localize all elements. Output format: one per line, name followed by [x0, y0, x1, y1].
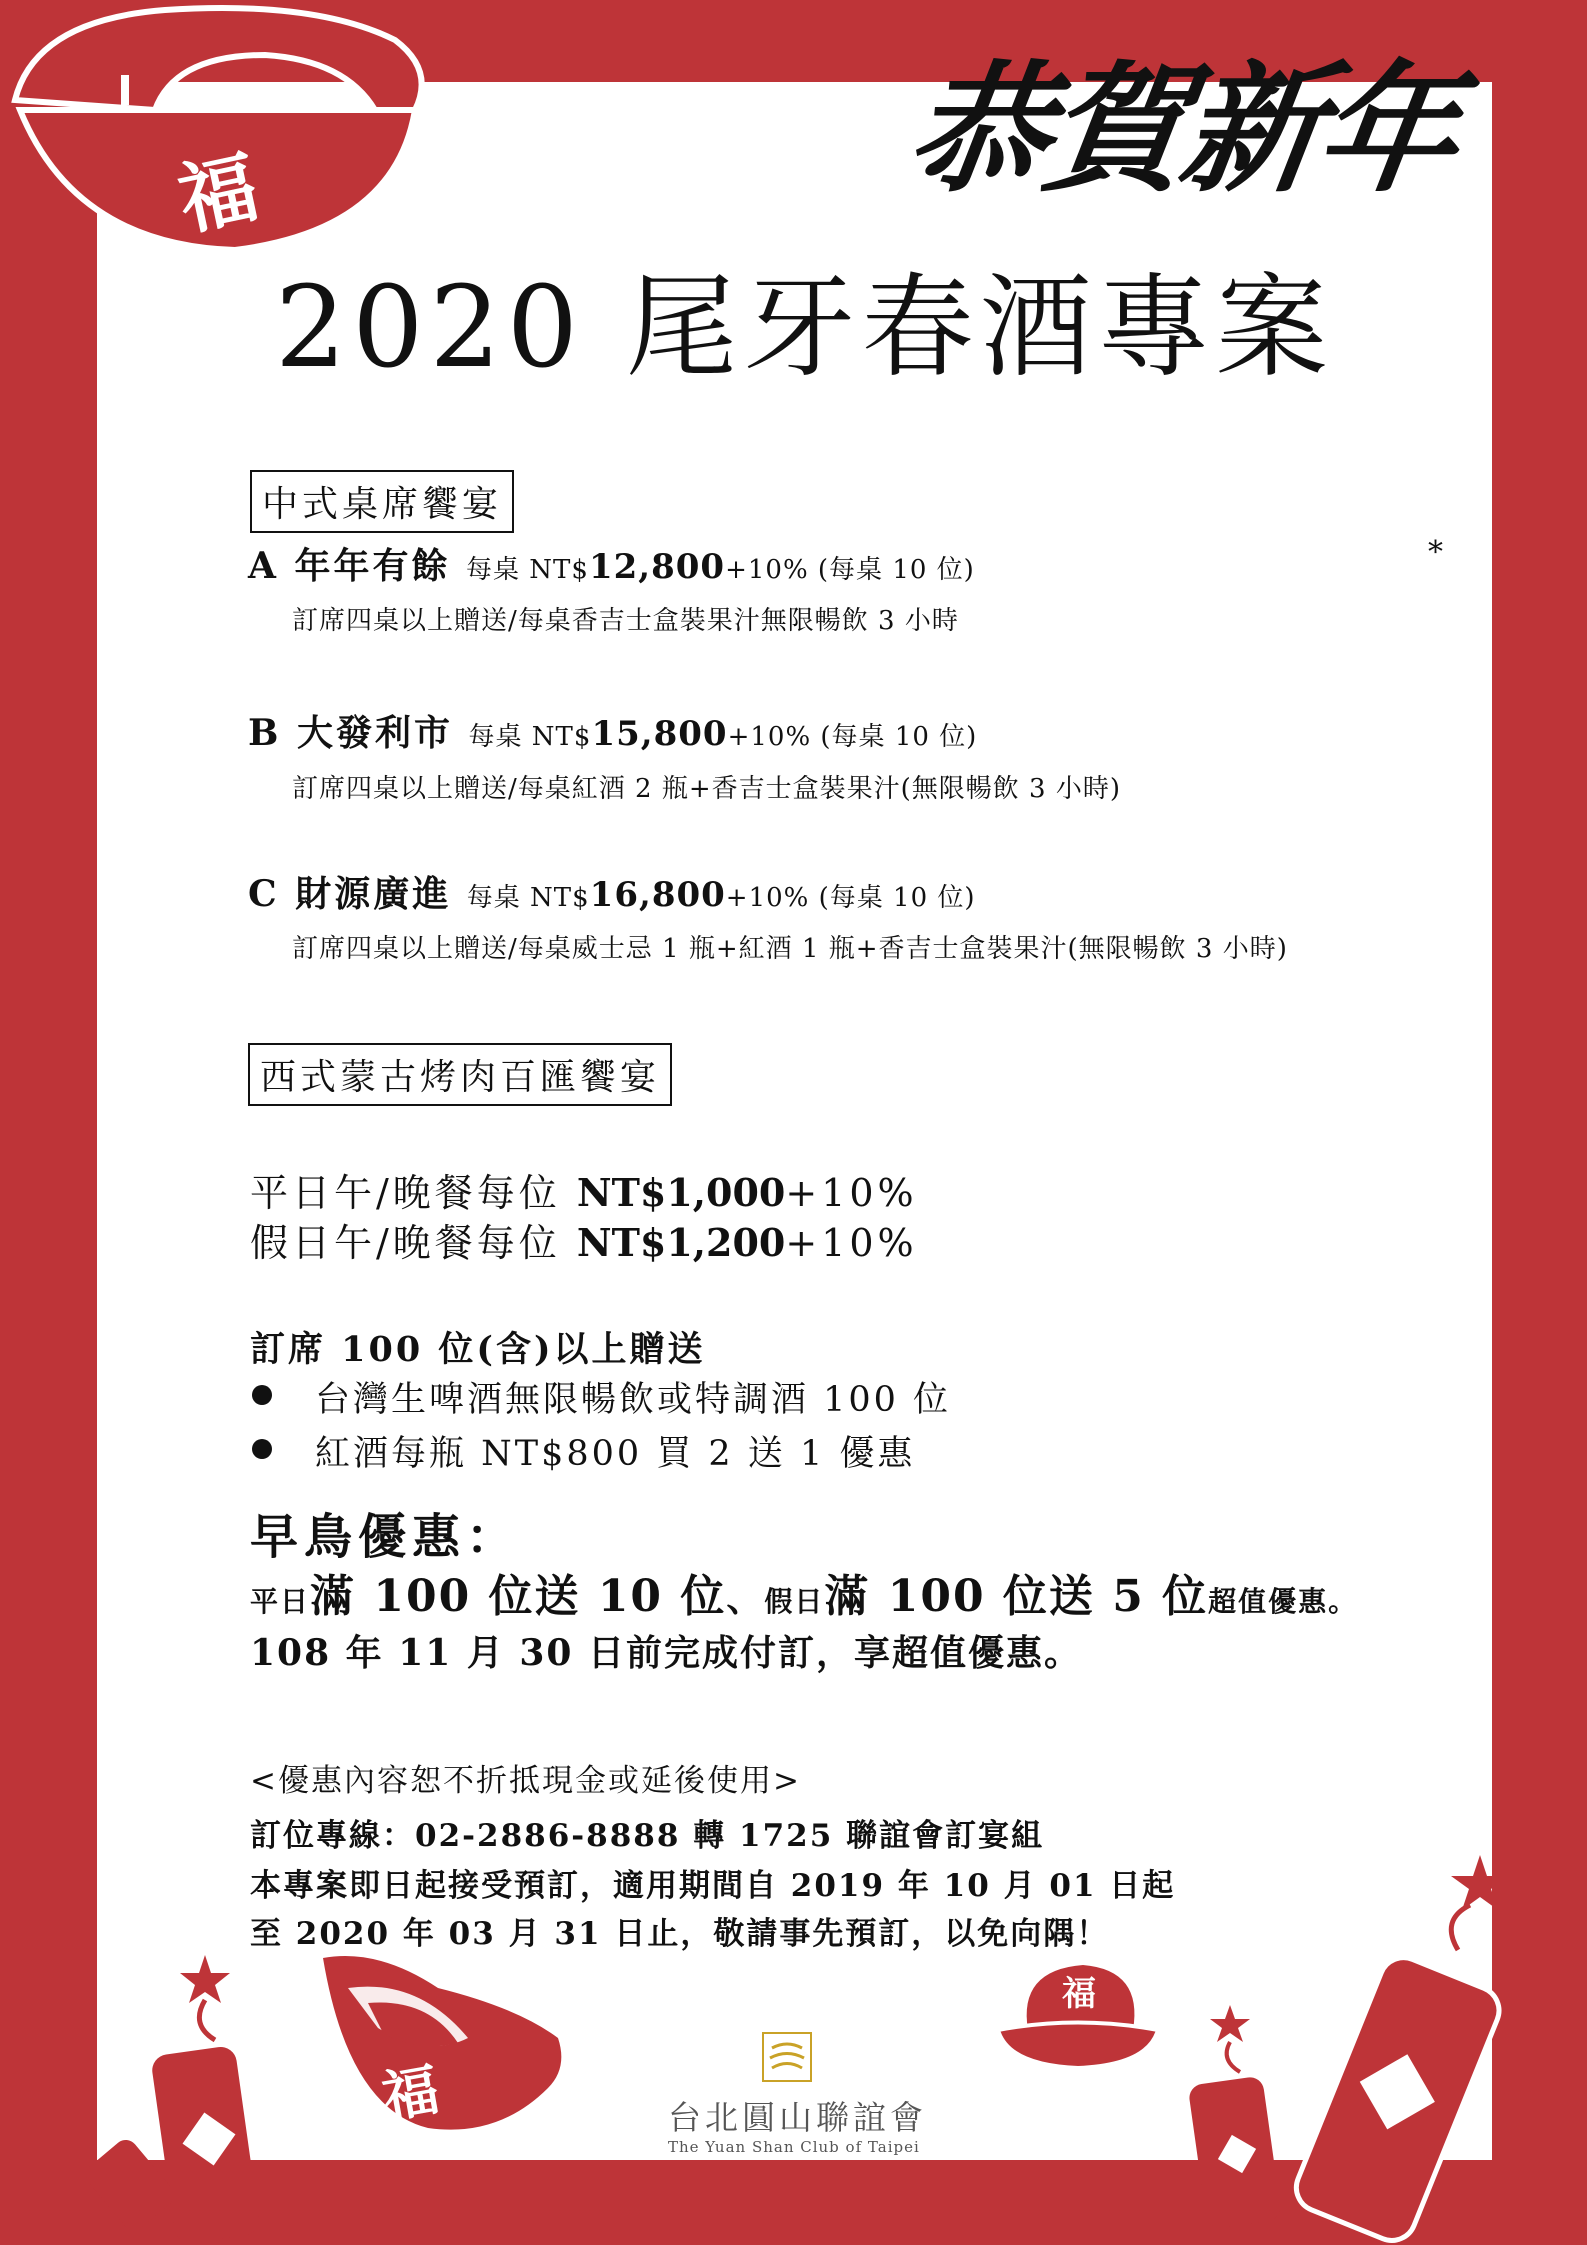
section-label-western-buffet: 西式蒙古烤肉百匯饗宴	[248, 1043, 672, 1106]
perk-item: 台灣生啤酒無限暢飲或特調酒 100 位	[315, 1380, 952, 1420]
early-bird-offer: 平日滿 100 位送 10 位、假日滿 100 位送 5 位超值優惠。	[250, 1571, 1359, 1622]
ingot-fu-character: 福	[170, 141, 266, 247]
greeting-calligraphy: 恭賀新年	[898, 48, 1466, 212]
ingot-fu-character: 福	[377, 2056, 444, 2132]
perks-heading: 訂席 100 位(含)以上贈送	[250, 1329, 706, 1370]
period-line-1: 本專案即日起接受預訂，適用期間自 2019 年 10 月 01 日起	[250, 1868, 1176, 1904]
early-bird-deadline: 108 年 11 月 30 日前完成付訂，享超值優惠。	[250, 1632, 1083, 1674]
firecracker-small-right-icon	[1185, 2000, 1295, 2230]
package-a-title: A 年年有餘 每桌 NT$12,800+10% (每桌 10 位)	[248, 545, 975, 587]
club-logo-icon	[762, 2032, 812, 2082]
weekday-buffet-price: 平日午/晚餐每位 NT$1,000+10%	[250, 1170, 918, 1215]
package-c-price: 每桌 NT$16,800+10% (每桌 10 位)	[466, 875, 976, 915]
holiday-buffet-price: 假日午/晚餐每位 NT$1,200+10%	[250, 1220, 918, 1265]
perk-item: 紅酒每瓶 NT$800 買 2 送 1 優惠	[315, 1434, 916, 1474]
ingot-bottom-left-icon	[318, 1948, 568, 2138]
package-a-note: 訂席四桌以上贈送/每桌香吉士盒裝果汁無限暢飲 3 小時	[292, 606, 959, 636]
club-logo-name: 台北圓山聯誼會	[668, 2098, 927, 2137]
page-title: 2020 尾牙春酒專案	[275, 263, 1334, 393]
ingot-fu-character-small: 福	[1062, 1974, 1096, 2014]
firecracker-left-icon	[95, 1945, 275, 2245]
package-b-note: 訂席四桌以上贈送/每桌紅酒 2 瓶+香吉士盒裝果汁(無限暢飲 3 小時)	[292, 774, 1121, 804]
package-b-title: B 大發利市 每桌 NT$15,800+10% (每桌 10 位)	[248, 712, 978, 754]
bullet-icon	[252, 1385, 272, 1405]
section-label-chinese-banquet: 中式桌席饗宴	[250, 470, 514, 533]
bullet-icon	[252, 1439, 272, 1459]
package-a-price: 每桌 NT$12,800+10% (每桌 10 位)	[466, 547, 975, 587]
firecracker-big-right-icon	[1290, 1850, 1520, 2240]
club-logo-english: The Yuan Shan Club of Taipei	[668, 2138, 920, 2156]
period-line-2: 至 2020 年 03 月 31 日止，敬請事先預訂，以免向隅！	[250, 1916, 1110, 1952]
package-c-note: 訂席四桌以上贈送/每桌威士忌 1 瓶+紅酒 1 瓶+香吉士盒裝果汁(無限暢飲 3 小時)	[292, 934, 1288, 964]
hotline: 訂位專線：02-2886-8888 轉 1725 聯誼會訂宴組	[250, 1818, 1045, 1854]
package-c-title: C 財源廣進 每桌 NT$16,800+10% (每桌 10 位)	[248, 873, 976, 915]
disclaimer: <優惠內容恕不折抵現金或延後使用>	[250, 1763, 801, 1799]
asterisk-mark: *	[1428, 535, 1443, 570]
early-bird-title: 早鳥優惠：	[250, 1509, 521, 1565]
package-b-price: 每桌 NT$15,800+10% (每桌 10 位)	[468, 714, 978, 754]
